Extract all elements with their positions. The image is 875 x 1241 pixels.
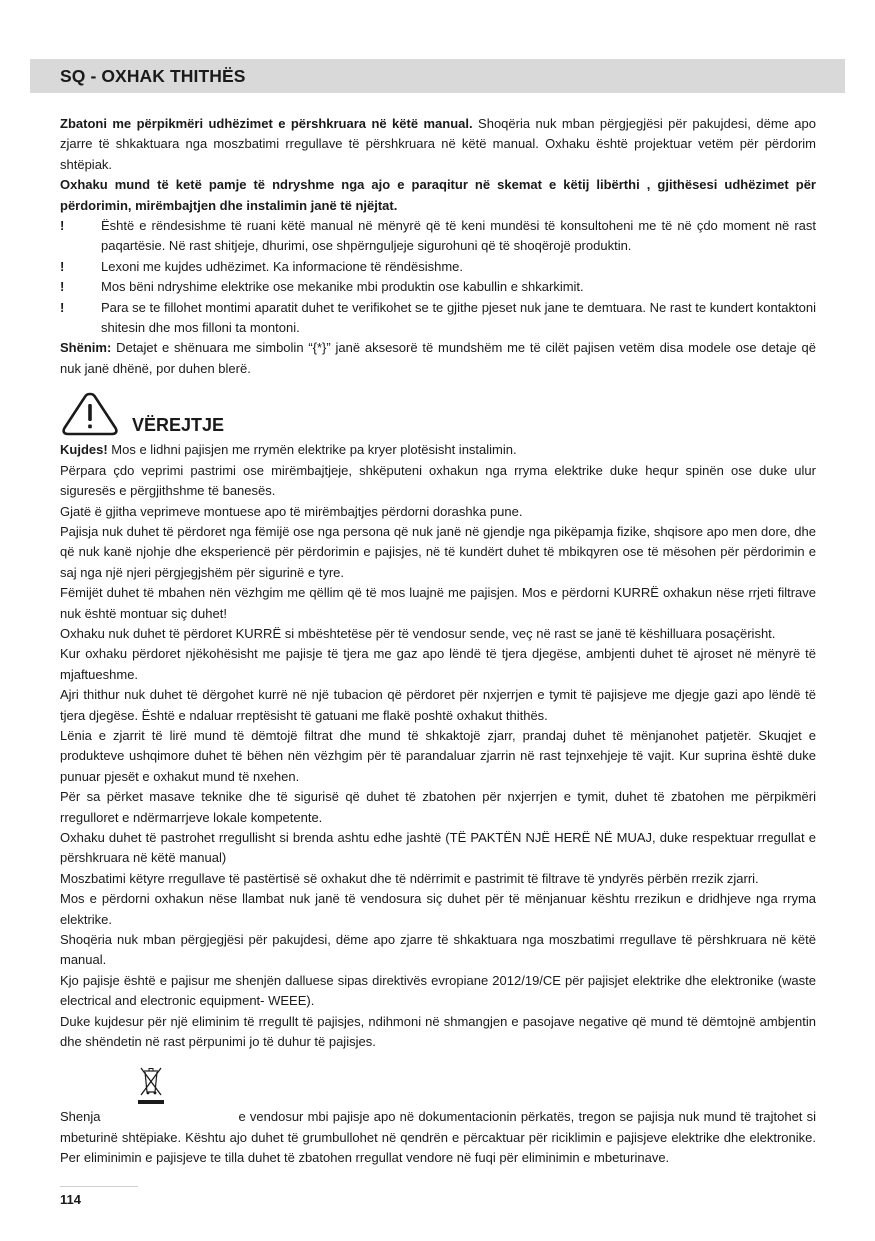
warning-title: VËREJTJE	[132, 415, 225, 436]
weee-paragraph	[60, 1064, 816, 1168]
warning-paragraph: Fëmijët duhet të mbahen nën vëzhgim me qëllim që të mos luajnë me pajisjen. Mos e përdorni KURRË oxhakun nëse rrjeti filtrave nuk është montuar siç duhet!	[60, 585, 816, 621]
warning-paragraph: Moszbatimi këtyre rregullave të pastërtisë së oxhakut dhe të ndërrimit e pastrimit të filtrave të yndyrës përbën rrezik zjarri.	[60, 870, 759, 886]
manual-content	[60, 114, 816, 1169]
warning-paragraph: Për sa përket masave teknike dhe të sigurisë që duhet të zbatohen për nxjerrjen e tymit, duhet të zbatohen me përpikmëri rregulloret e ndërmarrjeve lokale kompetente.	[60, 789, 816, 825]
warning-paragraph: Kur oxhaku përdoret njëkohësisht me pajisje të tjera me gaz apo lëndë të tjera djegëse, ambjenti duhet të ajroset në mënyrë të mjaftueshme.	[60, 646, 816, 682]
warning-paragraph: Shoqëria nuk mban përgjegjësi për pakujdesi, dëme apo zjarre të shkaktuara nga moszbatimi rregullave të përshkruara në këtë manual.	[60, 932, 816, 968]
exclamation-mark: !	[60, 218, 65, 234]
note-label: Shënim:	[60, 340, 112, 356]
intro-bold-text: Zbatoni me përpikmëri udhëzimet e përshkruara në këtë manual.	[60, 116, 473, 131]
warning-paragraph: Mos e përdorni oxhakun nëse llambat nuk janë të vendosura siç duhet për të mënjanuar kështu rrezikun e dridhjeve nga rryma elektrike.	[60, 891, 816, 927]
exclamation-mark: !	[60, 299, 65, 315]
intro-text: Shoqëria nuk mban përgjegjësi për pakujdesi, dëme apo zjarre të shkaktuara nga moszbatimi rregullave të përshkruara në këtë manual. Oxhaku është projektuar vetëm për përdorim shtëpiak.	[60, 116, 816, 172]
caution-label: Kujdes!	[60, 442, 108, 458]
note-text: Detajet e shënuara me simbolin “{*}” janë aksesorë të mundshëm me të cilët pajisen vetëm disa modele ose detaje që nuk janë dhënë, por duhen blerë.	[60, 340, 816, 376]
warning-paragraph: Kjo pajisje është e pajisur me shenjën dalluese sipas direktivës evropiane 2012/19/CE për pajisjet elektrike dhe elektronike (waste electrical and electronic equipment- WEEE).	[60, 972, 816, 1009]
bullet-item	[60, 277, 816, 297]
exclamation-mark: !	[60, 258, 65, 274]
warning-paragraph: Pajisja nuk duhet të përdoret nga fëmijë ose nga persona që nuk janë në gjendje nga pikëpamja fizike, shqisore apo men dore, dhe që nuk kanë njohje dhe eksperiencë për përdorimin e pajisjes, në të kundërt duhet të mbikqyren ose të mësohen për përdorimin e saj nga një njeri përgjegjshëm për sigurinë e tyre.	[60, 523, 816, 580]
bullet-item	[60, 298, 816, 339]
bullet-text: Është e rëndesishme të ruani këtë manual në mënyrë që të keni mundësi të konsultoheni me të në çdo moment në rast paqartësie. Në rast shitjeje, dhurimi, ose shpërnguljeje sigurohuni që të shoqërojë produktin.	[101, 218, 816, 254]
bullet-item	[60, 216, 816, 257]
warning-paragraph: Gjatë ë gjitha veprimeve montuese apo të mirëmbajtjes përdorni dorashka pune.	[60, 503, 523, 519]
intro-note-bold: Oxhaku mund të ketë pamje të ndryshme nga ajo e paraqitur në skemat e këtij libërthi , gjithësesi udhëzimet për përdorimin, mirëmbajtjen dhe instalimin janë të njëjtat.	[60, 177, 816, 213]
warning-paragraph: Oxhaku nuk duhet të përdoret KURRË si mbështetëse për të vendosur sende, veç në rast se janë të këshilluara posaçërisht.	[60, 625, 776, 641]
crossed-bin-icon	[135, 1064, 167, 1106]
warning-paragraph: Përpara çdo veprimi pastrimi ose mirëmbajtjeje, shkëputeni oxhakun nga rryma elektrike duke hequr spinën ose duke ulur siguresës e përgjithshme të banesës.	[60, 462, 816, 499]
warning-paragraph: Ajri thithur nuk duhet të dërgohet kurrë në një tubacion që përdoret për nxjerrjen e tymit të pajisjeve me djegje gazi apo lëndë të tjera djegëse. Është e ndaluar rreptësisht të gatuani me flakë poshtë oxhakut thithës.	[60, 687, 816, 723]
weee-text-start: Shenja	[60, 1109, 101, 1125]
warning-paragraph: Duke kujdesur për një eliminim të rregullt të pajisjes, ndihmoni në shmangjen e pasojave negative që mund të dëmtojnë ambjentin dhe shëndetin në rast përpunimi jo të duhur të pajisjes.	[60, 1013, 816, 1050]
warning-paragraph: Oxhaku duhet të pastrohet rregullisht si brenda ashtu edhe jashtë (TË PAKTËN NJË HERË NË MUAJ, duke respektuar rregullat e përshkruara në këtë manual)	[60, 830, 816, 866]
page-number: 114	[60, 1192, 81, 1207]
footer-divider	[60, 1186, 138, 1187]
weee-disposal-section	[60, 1064, 816, 1168]
caution-paragraph	[60, 440, 816, 460]
intro-paragraph	[60, 114, 816, 175]
bullet-text: Para se te fillohet montimi aparatit duhet te verifikohet se te gjithe pjeset nuk jane te demtuara. Ne rast te kundert kontaktoni shitesin dhe mos filloni ta montoni.	[101, 299, 816, 336]
caution-text: Mos e lidhni pajisjen me rrymën elektrike pa kryer plotësisht instalimin.	[107, 442, 517, 458]
warning-heading	[60, 390, 816, 440]
warning-paragraph: Lënia e zjarrit të lirë mund të dëmtojë filtrat dhe mund të shkaktojë zjarr, prandaj duhet të mënjanohet patjetër. Skuqjet e produkteve ushqimore duhet të bëhen nën vëzhgim për të parandaluar zjarrin në rast tejnxehjeje të vajit. Kur suprina është duke punuar pjesët e oxhakut mund të nxehen.	[60, 727, 816, 784]
bullet-text: Lexoni me kujdes udhëzimet. Ka informacione të rëndësishme.	[101, 258, 464, 274]
bullet-item	[60, 257, 816, 277]
page-title: SQ - OXHAK THITHËS	[60, 66, 246, 86]
bullet-text: Mos bëni ndryshime elektrike ose mekanike mbi produktin ose kabullin e shkarkimit.	[101, 279, 584, 295]
exclamation-mark: !	[60, 279, 65, 295]
weee-text-rest: e vendosur mbi pajisje apo në dokumentacionin përkatës, tregon se pajisja nuk mund të trajtohet si mbeturinë shtëpiake. Kështu ajo duhet të grumbullohet në qendrën e përcaktuar për riciklimin e pajisjeve elektrike dhe elektronike. Per eliminimin e pajisjeve te tilla duhet të zbatohen rregullat vendore në fuqi për eliminimin e mbeturinave.	[60, 1109, 816, 1166]
warning-triangle-icon	[60, 390, 120, 438]
note-paragraph	[60, 338, 816, 379]
